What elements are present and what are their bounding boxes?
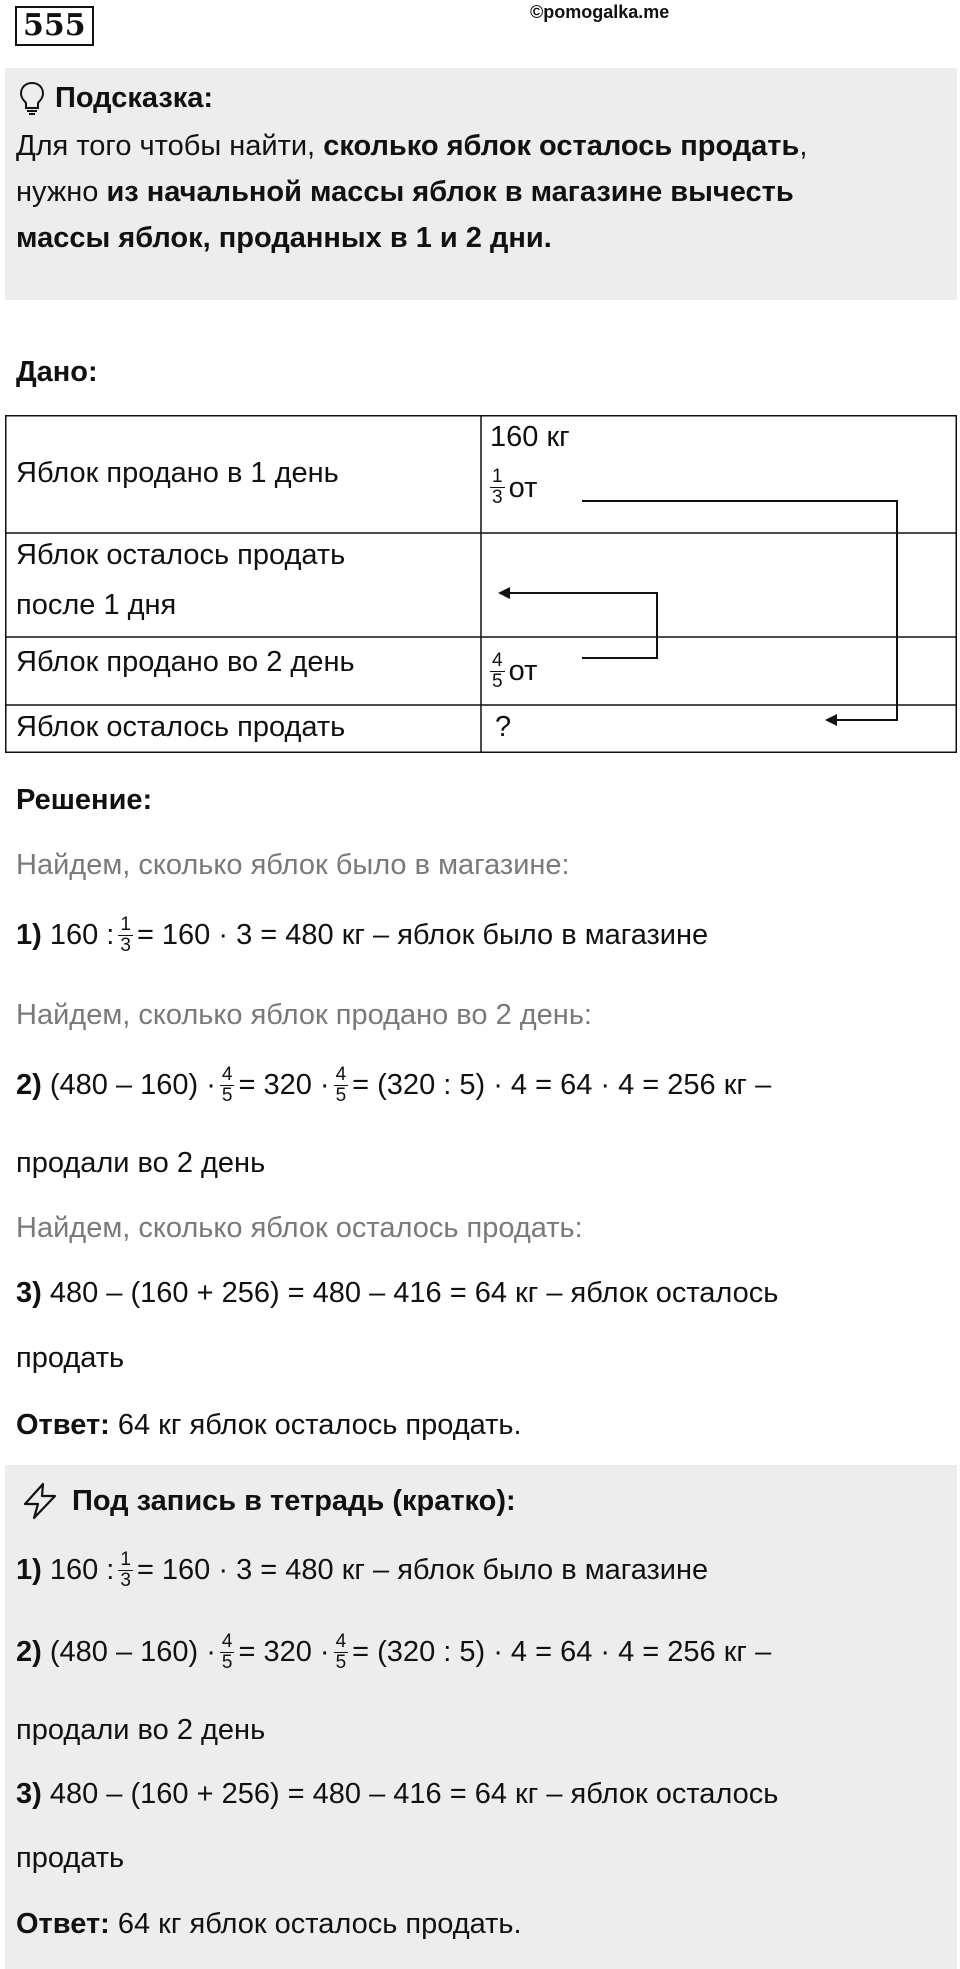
- given-row4-label: Яблок осталось продать: [16, 711, 346, 743]
- solution-step2-cont: продали во 2 день: [16, 1147, 266, 1179]
- given-row4-value: ?: [495, 711, 512, 743]
- arrow-day1-to-remaining: [582, 501, 897, 720]
- solution-step1: 1) 160 : $\frac{1}{3}$ = 160 · 3 = 480 кг – яблок было в магазине: [16, 913, 709, 956]
- solution-step3-cont: продать: [16, 1342, 125, 1374]
- hint-line3-bold: массы яблок, проданных в 1 и 2 дни.: [16, 222, 552, 254]
- solution-step3-comment: Найдем, сколько яблок осталось продать:: [16, 1212, 583, 1244]
- brief-title: [20, 1481, 516, 1521]
- hint-title: [19, 78, 213, 118]
- hint-line2-normal: нужно: [16, 176, 107, 208]
- hint-line2-bold: из начальной массы яблок в магазине вычесть: [106, 176, 794, 208]
- fraction-one-third: $\frac{1}{3}$: [120, 913, 131, 956]
- given-row3-label: Яблок продано во 2 день: [16, 646, 355, 678]
- brief-step3-cont: продать: [16, 1842, 125, 1874]
- given-title: Дано:: [16, 356, 98, 388]
- brief-step1: 1) 160 : $\frac{1}{3}$ = 160 · 3 = 480 кг – яблок было в магазине: [16, 1548, 709, 1591]
- hint-text: [16, 123, 946, 261]
- solution-title: Решение:: [16, 784, 153, 816]
- given-table: [5, 415, 957, 753]
- given-row3-fraction: $\frac{4}{5}$ от: [492, 649, 538, 692]
- brief-step2: 2) (480 – 160) · $\frac{4}{5}$ = 320 · $\frac{4}{5}$ = (320 : 5) · 4 = 64 · 4 = 256 кг –: [16, 1630, 772, 1673]
- brief-answer: Ответ: 64 кг яблок осталось продать.: [16, 1908, 522, 1940]
- hint-box: [5, 68, 957, 300]
- solution-step2-comment: Найдем, сколько яблок продано во 2 день:: [16, 999, 592, 1031]
- fraction-four-fifths: $\frac{4}{5}$: [335, 1630, 347, 1673]
- hint-line1-normal: Для того чтобы найти,: [16, 130, 324, 162]
- brief-step3: 3) 480 – (160 + 256) = 480 – 416 = 64 кг – яблок осталось: [16, 1778, 779, 1810]
- brief-box: [5, 1465, 957, 1969]
- fraction-four-fifths: $\frac{4}{5}$: [335, 1063, 347, 1106]
- given-row2-label-line1: Яблок осталось продать: [16, 539, 346, 571]
- hint-title-text: Подсказка:: [55, 82, 214, 114]
- hint-line1-bold: сколько яблок осталось продать: [323, 130, 800, 162]
- solution-step2: 2) (480 – 160) · $\frac{4}{5}$ = 320 · $\frac{4}{5}$ = (320 : 5) · 4 = 64 · 4 = 256 кг –: [16, 1063, 772, 1106]
- solution-step1-comment: Найдем, сколько яблок было в магазине:: [16, 849, 570, 881]
- hint-line1-end: ,: [799, 130, 808, 162]
- lightning-icon: [20, 1481, 60, 1521]
- fraction-four-fifths: $\frac{4}{5}$: [221, 1630, 233, 1673]
- fraction-one-third: $\frac{1}{3}$: [492, 466, 503, 508]
- fraction-four-fifths: $\frac{4}{5}$: [221, 1063, 233, 1106]
- lightbulb-icon: [19, 81, 45, 115]
- given-row2-label-line2: после 1 дня: [16, 589, 177, 621]
- task-number: 555: [15, 6, 94, 46]
- brief-title-text: Под запись в тетрадь (кратко):: [72, 1485, 516, 1517]
- copyright: ©pomogalka.me: [530, 2, 670, 22]
- brief-step2-cont: продали во 2 день: [16, 1714, 266, 1746]
- fraction-one-third: $\frac{1}{3}$: [120, 1548, 131, 1591]
- given-row1-fraction: $\frac{1}{3}$ от: [492, 466, 538, 508]
- given-row1-label: Яблок продано в 1 день: [16, 457, 339, 489]
- given-row1-value: 160 кг: [490, 421, 570, 453]
- solution-answer: Ответ: 64 кг яблок осталось продать.: [16, 1409, 522, 1441]
- fraction-four-fifths: $\frac{4}{5}$: [492, 649, 503, 692]
- solution-step3: 3) 480 – (160 + 256) = 480 – 416 = 64 кг – яблок осталось: [16, 1277, 779, 1309]
